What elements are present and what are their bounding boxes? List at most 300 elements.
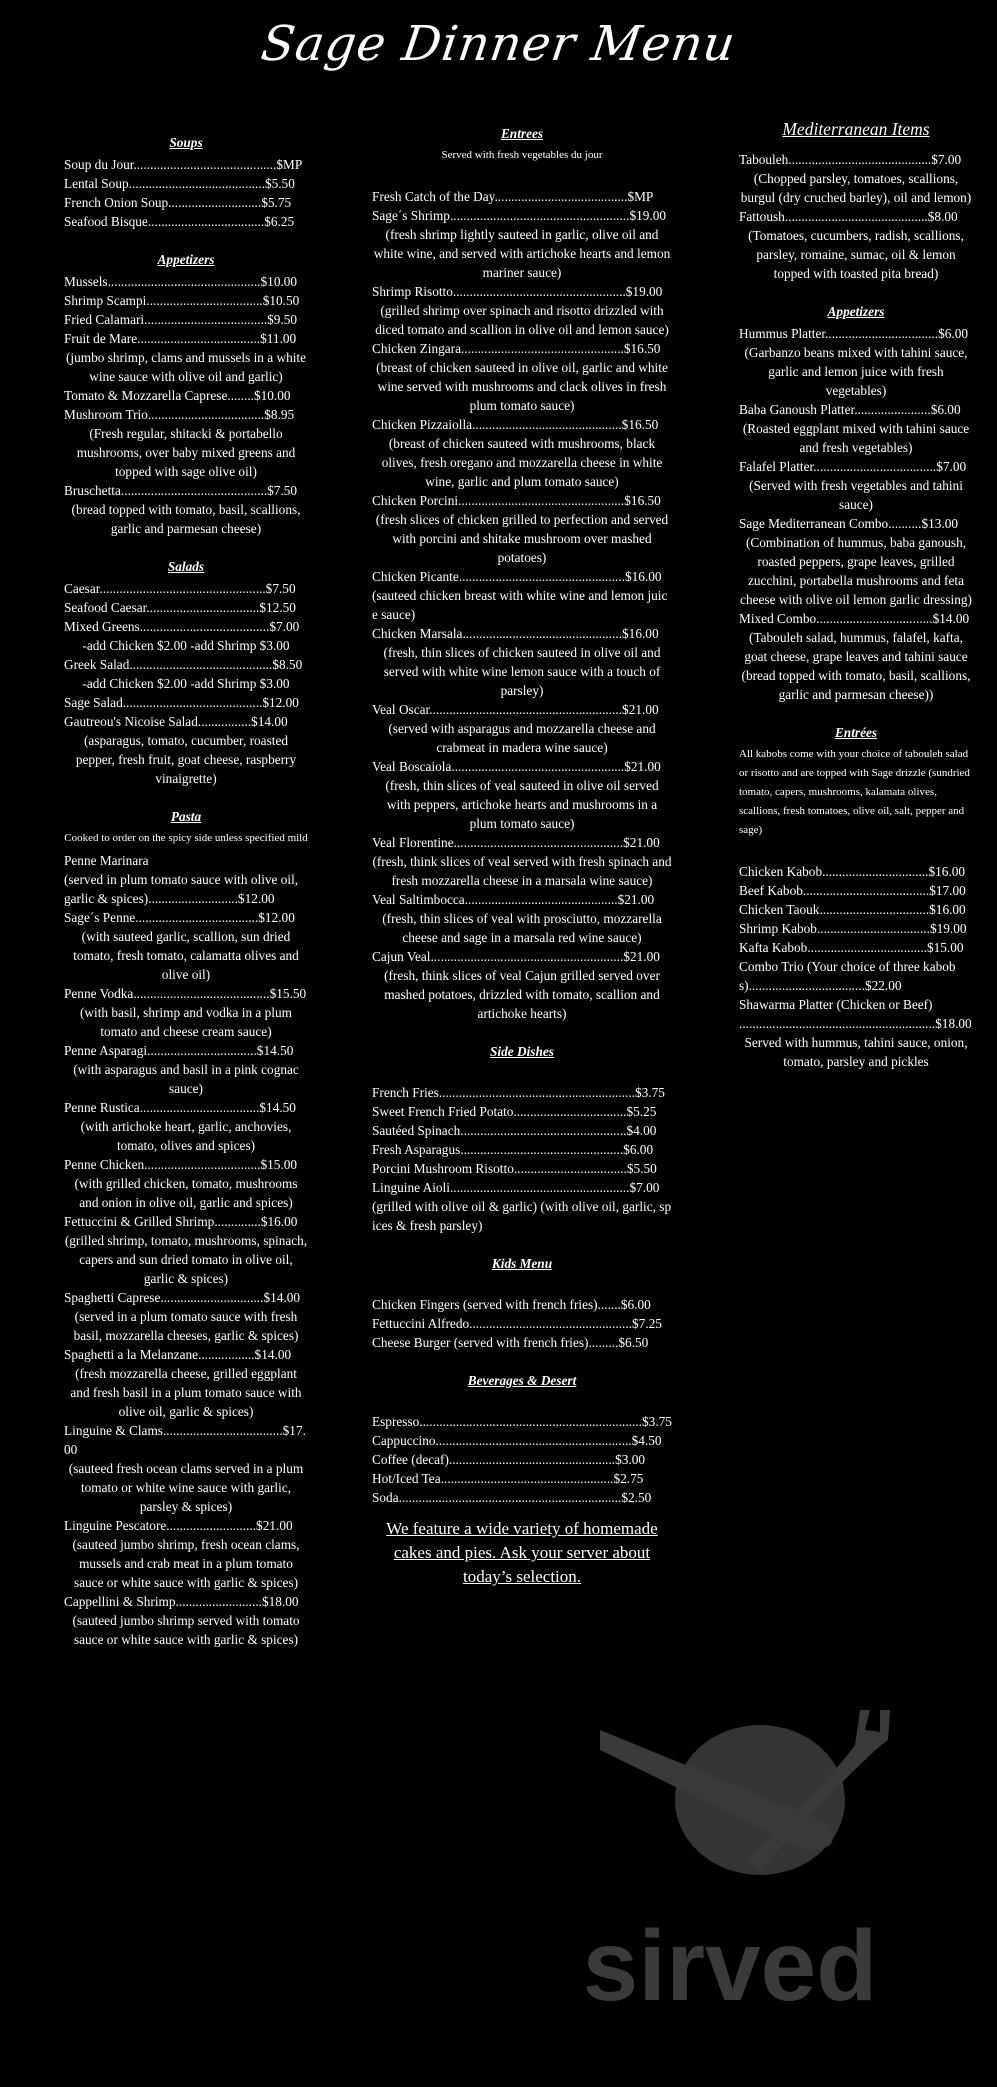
menu-item	[372, 1083, 672, 1102]
menu-item	[372, 339, 672, 358]
section-title: Side Dishes	[490, 1044, 554, 1059]
item-price: $8.00	[927, 209, 958, 224]
item-price: $21.00	[624, 759, 661, 774]
item-leader: ..........	[888, 516, 922, 531]
item-leader: ..................................................	[458, 493, 625, 508]
menu-item	[64, 1041, 308, 1060]
item-leader: ..........................	[175, 1594, 262, 1609]
item-price: $4.00	[626, 1123, 657, 1138]
section-title: Salads	[167, 559, 205, 574]
item-name: Fettuccini Alfredo	[372, 1316, 470, 1331]
item-name: Cappellini & Shrimp	[64, 1594, 176, 1609]
item-price: $6.00	[623, 1142, 654, 1157]
menu-item	[372, 187, 672, 206]
item-description: (asparagus, tomato, cucumber, roasted pepper, fresh fruit, goat cheese, raspberry vinaigrette)	[75, 733, 297, 786]
menu-item	[64, 655, 308, 674]
item-name: Kafta Kabob	[739, 940, 808, 955]
item-leader: .................................................	[469, 1316, 633, 1331]
item-leader: ...........................	[166, 1518, 257, 1533]
item-leader: ............................	[168, 195, 262, 210]
item-price: $16.00	[260, 1214, 298, 1229]
item-name: French Onion Soup	[64, 195, 169, 210]
item-leader: .........................................	[133, 986, 270, 1001]
item-description: (Tabouleh salad, hummus, falafel, kafta, goat cheese, grape leaves and tahini sauce (bread topped with tomato, basil, scallions, garlic and parmesan cheese))	[741, 630, 971, 702]
item-price: $14.00	[254, 1347, 292, 1362]
menu-item	[372, 1450, 672, 1469]
item-leader: ...................................	[748, 978, 865, 993]
item-description: (fresh, thin slices of chicken sauteed in olive oil and served with white wine lemon sauce with a touch of parsley)	[383, 645, 661, 698]
item-price: $4.50	[631, 1433, 662, 1448]
item-name: Coffee (decaf)	[372, 1452, 449, 1467]
item-leader: ............................................	[120, 483, 268, 498]
menu-item	[64, 712, 308, 731]
item-price: $6.00	[620, 1297, 651, 1312]
menu-item	[739, 957, 973, 995]
item-description: (served with asparagus and mozzarella cheese and crabmeat in madera wine sauce)	[388, 721, 656, 755]
item-name: Veal Boscaiola	[372, 759, 452, 774]
item-price: $21.00	[622, 702, 659, 717]
section-title: Kids Menu	[491, 1256, 553, 1271]
menu-item	[372, 206, 672, 225]
item-leader: ...............................	[160, 1290, 264, 1305]
menu-item	[372, 1140, 672, 1159]
item-leader: .....................................	[144, 312, 268, 327]
item-price: $8.50	[272, 657, 303, 672]
section-title: Appetizers	[827, 304, 885, 319]
item-name: Chicken Porcini	[372, 493, 459, 508]
column-middle	[372, 124, 672, 1589]
item-price: $7.00	[629, 1180, 660, 1195]
menu-item	[739, 995, 973, 1033]
menu-section	[739, 302, 973, 704]
menu-section	[739, 116, 973, 283]
item-leader: .................................................	[460, 1142, 624, 1157]
menu-item	[739, 881, 973, 900]
item-description: -add Chicken $2.00 -add Shrimp $3.00	[82, 638, 290, 653]
item-leader: ...................................	[816, 611, 933, 626]
item-description: (Chopped parsley, tomatoes, scallions, burgul (dry cruched barley), oil and lemon)	[740, 171, 972, 205]
item-leader: ...................................................................	[419, 1414, 643, 1429]
item-description: (sauteed fresh ocean clams served in a plum tomato or white wine sauce with garlic, parsley & spices)	[68, 1461, 304, 1514]
item-price: $21.00	[617, 892, 655, 907]
item-leader: ..................................	[825, 326, 939, 341]
item-price: $6.25	[264, 214, 295, 229]
menu-item	[372, 415, 672, 434]
item-name: Soda	[372, 1490, 399, 1505]
item-price: $7.50	[267, 483, 298, 498]
item-leader: ......................................	[802, 883, 930, 898]
menu-section	[372, 124, 672, 1023]
item-price: $7.00	[269, 619, 300, 634]
item-leader: ...................................................................	[398, 1490, 622, 1505]
item-name: Veal Florentine	[372, 835, 454, 850]
item-price: $14.00	[251, 714, 288, 729]
item-name: Lental Soup	[64, 176, 129, 191]
menu-item	[372, 1469, 672, 1488]
item-name: Chicken Taouk	[739, 902, 820, 917]
item-description: (grilled shrimp over spinach and risotto drizzled with diced tomato and scallion in olive oil and lemon sauce)	[375, 303, 669, 337]
item-price: $10.50	[262, 293, 300, 308]
menu-item	[64, 1288, 308, 1307]
menu-item	[739, 514, 973, 533]
item-leader: ...........................................	[784, 209, 928, 224]
item-name: Chicken Fingers (served with french fries)	[372, 1297, 598, 1312]
menu-section	[64, 250, 308, 538]
menu-item	[64, 851, 308, 870]
item-price: $MP	[627, 189, 654, 204]
item-leader: ..........................................................	[429, 702, 623, 717]
item-leader: ....................................................	[452, 284, 626, 299]
menu-item	[64, 386, 308, 405]
item-name: Porcini Mushroom Risotto	[372, 1161, 514, 1176]
item-price: $2.50	[621, 1490, 652, 1505]
menu-item	[739, 207, 973, 226]
item-price: $5.50	[626, 1161, 657, 1176]
item-description: (fresh slices of chicken grilled to perfection and served with porcini and shitake mushroom over mashed potatoes)	[375, 512, 669, 565]
item-name: Cajun Veal	[372, 949, 431, 964]
item-leader: ...................................	[147, 407, 265, 422]
item-price: $7.00	[936, 459, 967, 474]
item-name: Linguine & Clams	[64, 1423, 163, 1438]
item-description: -add Chicken $2.00 -add Shrimp $3.00	[82, 676, 290, 691]
item-leader: ...................................	[147, 214, 265, 229]
item-price: $5.75	[261, 195, 292, 210]
menu-item	[64, 1421, 308, 1459]
item-leader: .......................................	[139, 619, 270, 634]
menu-item	[64, 579, 308, 598]
item-price: $19.00	[629, 208, 667, 223]
item-name: Veal Oscar	[372, 702, 430, 717]
menu-item	[372, 947, 672, 966]
item-name: Fattoush	[739, 209, 785, 224]
menu-item	[64, 1155, 308, 1174]
item-name: Penne Chicken	[64, 1157, 145, 1172]
item-description: (Fresh regular, shitacki & portabello mushrooms, over baby mixed greens and topped with sage olive oil)	[76, 426, 296, 479]
item-name: Chicken Pizzaiolla	[372, 417, 473, 432]
item-name: Veal Saltimbocca	[372, 892, 465, 907]
item-leader: .................................	[819, 902, 930, 917]
item-name: Fettuccini & Grilled Shrimp	[64, 1214, 215, 1229]
watermark-text: sirved	[582, 1910, 878, 2010]
item-name: Penne Asparagi	[64, 1043, 148, 1058]
menu-item	[739, 609, 973, 628]
item-leader: .............................................	[472, 417, 622, 432]
item-price: $22.00	[864, 978, 902, 993]
item-price: $15.00	[260, 1157, 298, 1172]
menu-item	[64, 1098, 308, 1117]
item-name: Fresh Asparagus	[372, 1142, 461, 1157]
item-price: $16.00	[625, 569, 662, 584]
item-name: Linguine Pescatore	[64, 1518, 167, 1533]
item-name: Spaghetti Caprese	[64, 1290, 161, 1305]
item-leader: ..................................................	[448, 1452, 616, 1467]
item-name: Sage Mediterranean Combo	[739, 516, 889, 531]
menu-item	[372, 1121, 672, 1140]
item-name: Sage´s Shrimp	[372, 208, 450, 223]
menu-item	[372, 833, 672, 852]
item-name: Spaghetti a la Melanzane	[64, 1347, 199, 1362]
menu-item	[372, 1314, 672, 1333]
item-price: $10.00	[260, 274, 298, 289]
item-leader: .................................................	[460, 341, 624, 356]
item-leader: .....................................	[135, 910, 259, 925]
item-name: Hummus Platter	[739, 326, 826, 341]
item-price: $12.00	[258, 910, 295, 925]
item-price: $3.00	[615, 1452, 646, 1467]
item-price: $16.50	[623, 341, 661, 356]
item-name: Beef Kabob	[739, 883, 803, 898]
item-leader: ....................................	[807, 940, 927, 955]
item-leader: ...................................	[146, 293, 263, 308]
section-note: Served with fresh vegetables du jour	[441, 149, 603, 161]
item-description: Served with hummus, tahini sauce, onion, tomato, parsley and pickles	[744, 1035, 968, 1069]
menu-item	[372, 757, 672, 776]
item-name: Gautreou's Nicoise Salad	[64, 714, 198, 729]
menu-item	[372, 1159, 672, 1178]
item-description: (breast of chicken sauteed with mushrooms, black olives, fresh oregano and mozzarella cheese in white wine, garlic and plum tomato sauce)	[381, 436, 663, 489]
item-price: $17.00	[929, 883, 966, 898]
item-name: Mussels	[64, 274, 108, 289]
menu-item	[739, 900, 973, 919]
menu-item	[64, 908, 308, 927]
item-leader: ................................................	[462, 626, 623, 641]
item-description: (grilled shrimp, tomato, mushrooms, spinach, capers and sun dried tomato in olive oil, garlic & spices)	[64, 1233, 308, 1286]
item-price: $16.00	[622, 626, 659, 641]
footer-note: We feature a wide variety of homemade cakes and pies. Ask your server about today’s selection.	[386, 1519, 658, 1586]
item-name: Penne Rustica	[64, 1100, 140, 1115]
item-description: (fresh mozzarella cheese, grilled eggplant and fresh basil in a plum tomato sauce with olive oil, garlic & spices)	[70, 1366, 302, 1419]
item-name: Shrimp Kabob	[739, 921, 817, 936]
item-name: Espresso	[372, 1414, 420, 1429]
item-price: $19.00	[625, 284, 663, 299]
item-name: Fried Calamari	[64, 312, 145, 327]
item-price: $6.00	[930, 402, 961, 417]
menu-item	[372, 282, 672, 301]
item-price: $MP	[276, 157, 303, 172]
item-price: $7.00	[931, 152, 962, 167]
item-description: (fresh, thin slices of veal with prosciutto, mozzarella cheese and sage in a marsala red wine sauce)	[382, 911, 662, 945]
item-price: $21.00	[623, 835, 660, 850]
item-name: Soup du Jour	[64, 157, 134, 172]
item-price: $16.00	[929, 902, 966, 917]
section-note: All kabobs come with your choice of tabouleh salad or risotto and are topped with Sage drizzle (sundried tomato, capers, mushrooms, kalamata olives, scallions, fresh tomatoes, olive oil, salt, pepper and sage)	[739, 748, 970, 836]
item-price: $14.50	[259, 1100, 296, 1115]
item-description: (fresh, think slices of veal Cajun grilled served over mashed potatoes, drizzled with tomato, scallion and artichoke hearts)	[384, 968, 660, 1021]
menu-item	[739, 400, 973, 419]
menu-item	[64, 405, 308, 424]
menu-item	[739, 150, 973, 169]
item-name: Sautéed Spinach	[372, 1123, 461, 1138]
menu-item	[64, 291, 308, 310]
item-name: Falafel Platter	[739, 459, 814, 474]
item-name: Penne Marinara	[64, 853, 149, 868]
item-name: Shawarma Platter (Chicken or Beef)	[739, 997, 933, 1012]
item-name: Chicken Zingara	[372, 341, 461, 356]
item-leader: ..................................	[513, 1161, 627, 1176]
item-name: Baba Ganoush Platter	[739, 402, 855, 417]
item-leader: .....................................	[137, 331, 261, 346]
item-description: (sauteed jumbo shrimp, fresh ocean clams, mussels and crab meat in a plum tomato sauce or white sauce with garlic & spices)	[72, 1537, 300, 1590]
item-leader: ..........................................	[122, 695, 263, 710]
item-leader: ...................................	[144, 1157, 261, 1172]
item-leader: ..............	[214, 1214, 261, 1229]
item-name: Hot/Iced Tea	[372, 1471, 441, 1486]
item-leader: .......................	[854, 402, 931, 417]
item-name: Shrimp Risotto	[372, 284, 453, 299]
menu-item	[739, 457, 973, 476]
column-right	[739, 116, 973, 1071]
item-price: $16.00	[928, 864, 966, 879]
item-name: Sage Salad	[64, 695, 123, 710]
item-description: (bread topped with tomato, basil, scallions, garlic and parmesan cheese)	[71, 502, 301, 536]
item-name: Chicken Marsala	[372, 626, 463, 641]
item-price: $14.50	[256, 1043, 294, 1058]
item-name: Penne Vodka	[64, 986, 134, 1001]
menu-item	[739, 862, 973, 881]
menu-section	[64, 557, 308, 788]
item-description: (fresh, think slices of veal served with fresh spinach and fresh mozzarella cheese in a marsala wine sauce)	[372, 854, 672, 888]
menu-title: Sage Dinner Menu	[257, 16, 740, 72]
sirved-watermark	[560, 1670, 950, 2010]
item-description: (with sauteed garlic, scallion, sun dried tomato, fresh tomato, calamatta olives and olive oil)	[73, 929, 299, 982]
menu-item	[64, 212, 308, 231]
section-title: Entrées	[834, 725, 878, 740]
item-price: $12.00	[262, 695, 299, 710]
item-leader: ..............................................	[107, 274, 261, 289]
item-description: (Combination of hummus, baba ganoush, roasted peppers, grape leaves, grilled zucchini, portabella mushrooms and feta cheese with olive oil lemon garlic dressing)	[740, 535, 972, 607]
menu-item	[64, 1592, 308, 1611]
item-leader: .................................	[147, 1043, 257, 1058]
item-description: (with asparagus and basil in a pink cognac sauce)	[73, 1062, 299, 1096]
menu-item	[372, 1488, 672, 1507]
item-price: $9.50	[267, 312, 298, 327]
column-left	[64, 133, 308, 1649]
menu-item	[739, 324, 973, 343]
section-title: Mediterranean Items	[782, 119, 930, 139]
item-description: (sauteed chicken breast with white wine and lemon juice sauce)	[372, 588, 668, 622]
menu-item	[64, 174, 308, 193]
item-leader: .........................................	[128, 176, 265, 191]
item-description: (with basil, shrimp and vodka in a plum tomato and cheese cream sauce)	[80, 1005, 292, 1039]
menu-item	[64, 272, 308, 291]
item-price: $15.50	[269, 986, 307, 1001]
item-name: Seafood Caesar	[64, 600, 147, 615]
item-description: (Tomatoes, cucumbers, radish, scallions, parsley, romaine, sumac, oil & lemon topped with toasted pita bread)	[748, 228, 964, 281]
menu-item	[372, 1431, 672, 1450]
item-leader: ....................................................	[451, 759, 625, 774]
item-name: Mixed Greens	[64, 619, 140, 634]
item-leader: ..................................................	[99, 581, 266, 596]
item-leader: ..................................	[816, 921, 930, 936]
item-description: (grilled with olive oil & garlic) (with olive oil, garlic, spices & fresh parsley)	[372, 1199, 672, 1233]
item-name: Mixed Combo	[739, 611, 817, 626]
menu-item	[64, 155, 308, 174]
item-price: $16.50	[621, 417, 659, 432]
item-name: Combo Trio (Your choice of three kabobs)	[739, 959, 956, 993]
item-price: $14.00	[932, 611, 970, 626]
item-price: $3.75	[634, 1085, 665, 1100]
item-name: Chicken Picante	[372, 569, 459, 584]
menu-item	[372, 700, 672, 719]
item-price: $17.00	[64, 1423, 306, 1457]
item-leader: ....................................	[139, 1100, 260, 1115]
item-price: $7.25	[632, 1316, 662, 1331]
menu-item	[64, 310, 308, 329]
menu-item	[372, 567, 672, 586]
menu-section	[64, 133, 308, 231]
menu-item	[64, 481, 308, 500]
item-description: (fresh shrimp lightly sauteed in garlic, olive oil and white wine, and served with artichoke hearts and lemon mariner sauce)	[373, 227, 671, 280]
item-price: $19.00	[929, 921, 967, 936]
menu-item	[372, 1412, 672, 1431]
menu-item	[64, 617, 308, 636]
item-price: $6.50	[618, 1335, 649, 1350]
item-leader: ..................................	[513, 1104, 627, 1119]
section-title: Soups	[169, 135, 203, 150]
menu-item	[372, 1295, 672, 1314]
item-description: (served in a plum tomato sauce with fresh basil, mozzarella cheeses, garlic & spices)	[73, 1309, 299, 1343]
item-leader: ........................................	[494, 189, 628, 204]
item-price: $16.50	[624, 493, 661, 508]
menu-item	[64, 1345, 308, 1364]
section-title: Beverages & Desert	[467, 1373, 577, 1388]
item-leader: ...........................................................	[438, 1085, 635, 1100]
item-leader: ..................................................	[460, 1123, 627, 1138]
item-leader: ................	[197, 714, 252, 729]
item-leader: ...................................................	[453, 835, 624, 850]
menu-section	[372, 1042, 672, 1235]
item-price: $13.00	[921, 516, 959, 531]
item-description: (Roasted eggplant mixed with tahini sauce and fresh vegetables)	[742, 421, 970, 455]
item-price: $18.00	[261, 1594, 299, 1609]
item-price: $14.00	[263, 1290, 301, 1305]
item-price: $5.25	[626, 1104, 657, 1119]
menu-item	[372, 1178, 672, 1197]
menu-item	[372, 1333, 672, 1352]
item-leader: ...........................................	[133, 157, 277, 172]
item-name: Caesar	[64, 581, 100, 596]
menu-item	[372, 624, 672, 643]
menu-item	[64, 193, 308, 212]
item-name: French Fries	[372, 1085, 439, 1100]
item-description: (with artichoke heart, garlic, anchovies, tomato, olives and spices)	[80, 1119, 292, 1153]
item-leader: .................	[198, 1347, 255, 1362]
item-leader: ...........................................................	[739, 1016, 936, 1031]
item-leader: ....................................................	[440, 1471, 614, 1486]
item-name: Fresh Catch of the Day	[372, 189, 495, 204]
menu-item	[64, 984, 308, 1003]
item-price: $18.00	[935, 1016, 972, 1031]
item-leader: .........	[588, 1335, 619, 1350]
item-leader: ..............................................	[464, 892, 618, 907]
item-name: Greek Salad	[64, 657, 130, 672]
item-name: Linguine Aioli	[372, 1180, 450, 1195]
item-name: Chicken Kabob	[739, 864, 823, 879]
item-leader: ........	[227, 388, 254, 403]
item-price: $15.00	[926, 940, 964, 955]
item-leader: ..................................	[146, 600, 260, 615]
menu-item	[64, 693, 308, 712]
item-price: $8.95	[264, 407, 295, 422]
item-name: Sweet French Fried Potato	[372, 1104, 514, 1119]
item-description: (jumbo shrimp, clams and mussels in a white wine sauce with olive oil and garlic)	[65, 350, 307, 384]
item-leader: .......	[597, 1297, 621, 1312]
item-price: $10.00	[253, 388, 291, 403]
item-description: (breast of chicken sauteed in olive oil, garlic and white wine served with mushrooms and clack olives in fresh plum tomato sauce)	[376, 360, 668, 413]
menu-item	[739, 919, 973, 938]
item-name: Seafood Bisque	[64, 214, 148, 229]
item-name: Mushroom Trio	[64, 407, 148, 422]
